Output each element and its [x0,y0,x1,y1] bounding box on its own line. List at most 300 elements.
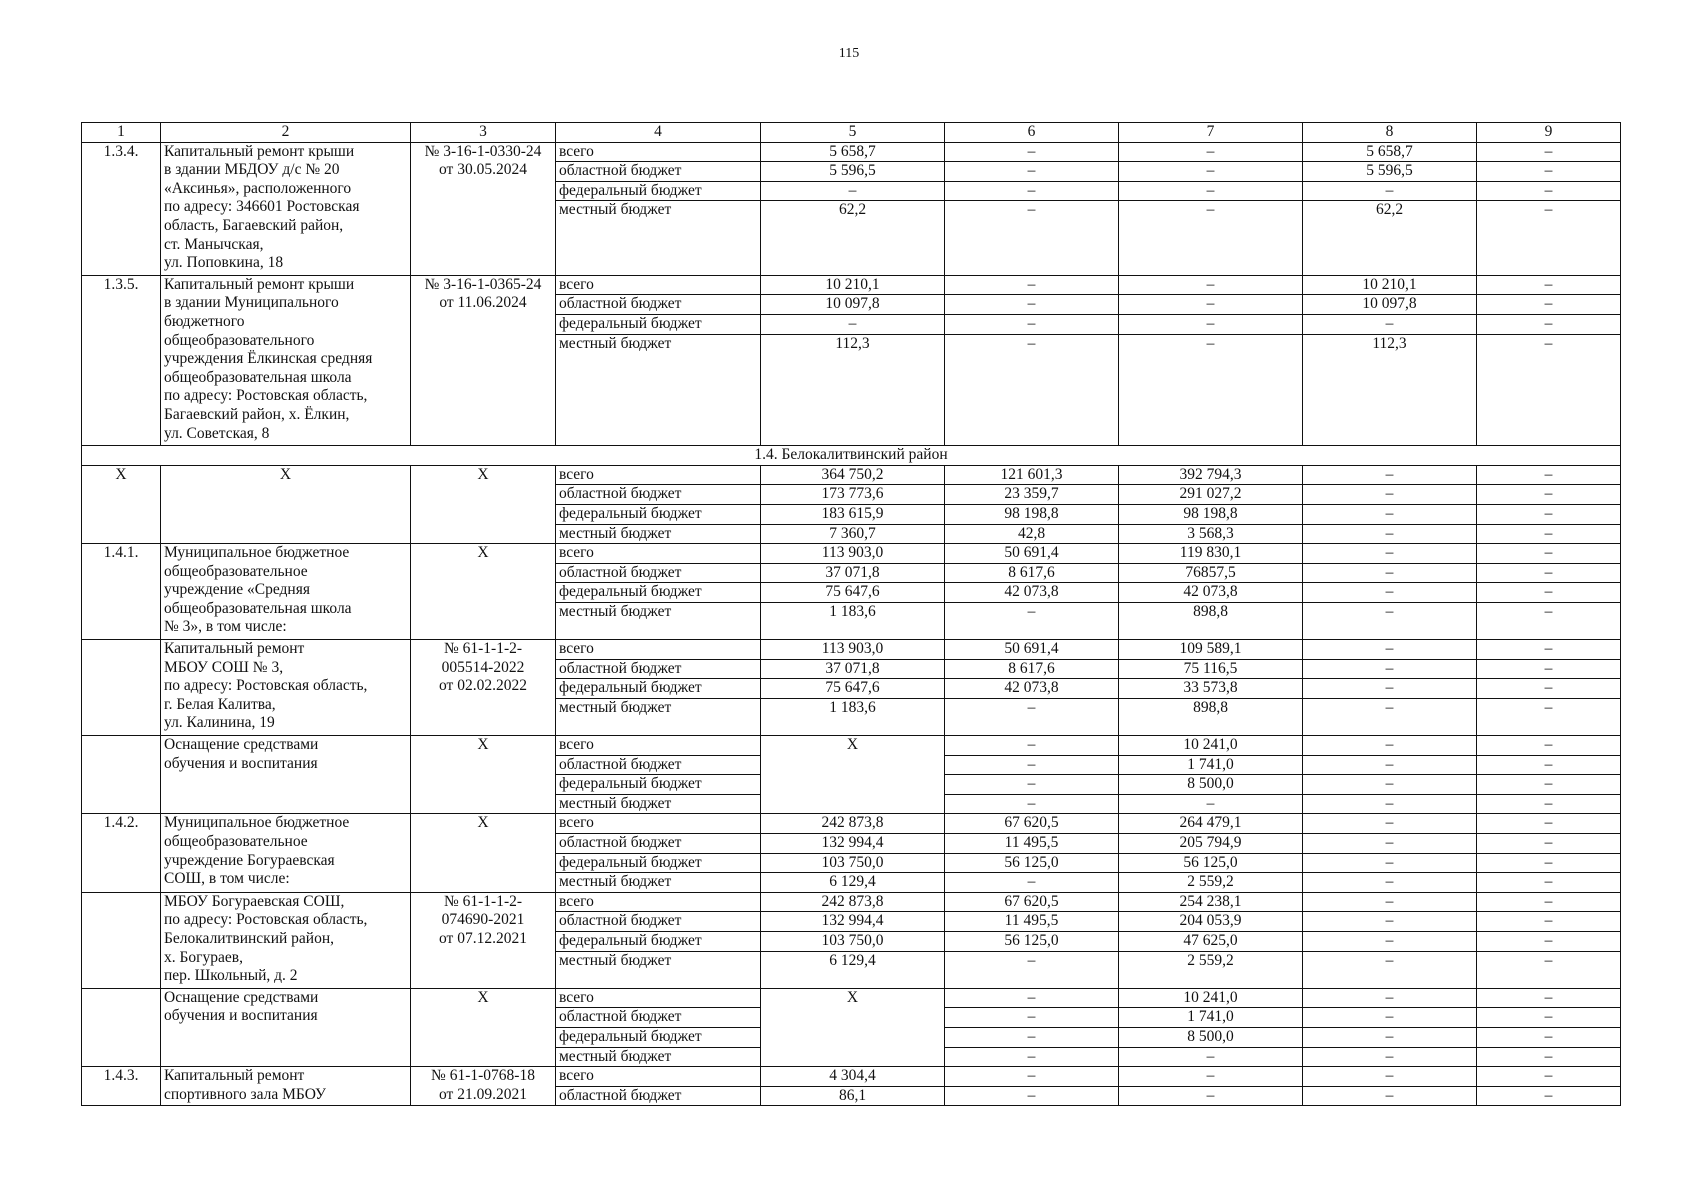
item-name-cell [161,814,411,892]
value-cell: 3 568,3 [1119,524,1303,544]
document-number-line: № 61-1-1-2- [443,640,523,658]
value-cell: – [1477,162,1621,182]
value-cell: – [1303,314,1477,334]
value-cell: 75 647,6 [761,583,945,603]
item-name-cell [161,988,411,1066]
item-name-line: Муниципальное бюджетное [164,544,350,562]
budget-type-label: всего [556,814,761,834]
item-code-cell [82,1067,161,1106]
document-number-cell [411,814,556,892]
value-cell: 5 658,7 [761,142,945,162]
item-name-line: обучения и воспитания [164,754,318,772]
document-number-cell [411,640,556,736]
item-name-line: г. Белая Калитва, [164,695,276,713]
value-cell: – [1477,892,1621,912]
value-cell: – [945,334,1119,446]
value-cell: 5 596,5 [761,162,945,182]
value-cell: – [1477,1067,1621,1087]
budget-type-label: федеральный бюджет [556,679,761,699]
value-cell: 132 994,4 [761,912,945,932]
value-cell: – [1303,659,1477,679]
document-number-line: от 11.06.2024 [439,294,527,312]
value-cell: – [1303,563,1477,583]
budget-type-label: областной бюджет [556,295,761,315]
item-code: 1.4.2. [103,814,139,832]
table-row [82,1067,1621,1087]
budget-type-label: областной бюджет [556,563,761,583]
item-name-cell [161,465,411,543]
value-cell: – [761,181,945,201]
value-cell: – [945,602,1119,639]
budget-type-label: всего [556,640,761,660]
value-cell: – [1477,1047,1621,1067]
item-name-line: общеобразовательная школа [164,599,352,617]
document-number-line: Х [477,814,489,832]
column-number-row [82,123,1621,143]
value-cell: – [945,295,1119,315]
item-name-line: СОШ, в том числе: [164,870,290,888]
budget-type-label: местный бюджет [556,951,761,988]
budget-type-label: федеральный бюджет [556,504,761,524]
value-cell: – [945,988,1119,1008]
document-number-cell [411,1067,556,1106]
value-cell: 50 691,4 [945,640,1119,660]
budget-type-label: всего [556,275,761,295]
value-cell: 75 647,6 [761,679,945,699]
budget-type-label: всего [556,544,761,564]
value-cell: – [1477,853,1621,873]
value-cell: – [945,162,1119,182]
value-cell: 33 573,8 [1119,679,1303,699]
value-cell: – [1303,1008,1477,1028]
value-cell: – [1477,201,1621,275]
value-cell: 254 238,1 [1119,892,1303,912]
item-code-cell [82,640,161,736]
item-name-cell [161,544,411,640]
value-cell: – [945,314,1119,334]
column-number-cell: 4 [556,123,761,143]
value-cell: – [1119,275,1303,295]
value-cell: – [1303,814,1477,834]
value-cell: – [1477,698,1621,735]
value-cell: 109 589,1 [1119,640,1303,660]
value-cell: 10 097,8 [761,295,945,315]
value-cell: 112,3 [1303,334,1477,446]
budget-type-label: федеральный бюджет [556,181,761,201]
value-cell: 103 750,0 [761,931,945,951]
value-cell: 10 241,0 [1119,988,1303,1008]
value-cell: 11 495,5 [945,912,1119,932]
value-cell: 4 304,4 [761,1067,945,1087]
value-cell: 8 500,0 [1119,775,1303,795]
item-name-line: спортивного зала МБОУ [164,1085,327,1103]
value-cell: – [1477,544,1621,564]
document-number-cell [411,275,556,445]
value-cell: – [1303,1027,1477,1047]
table-body [82,123,1621,1106]
value-cell: – [1477,794,1621,814]
value-cell: 42,8 [945,524,1119,544]
value-cell: – [1477,314,1621,334]
item-name-cell [161,640,411,736]
value-cell: 183 615,9 [761,504,945,524]
value-cell: – [1303,775,1477,795]
item-name-cell [161,275,411,445]
value-cell: – [945,736,1119,756]
value-cell-merged: Х [761,736,945,814]
value-cell: – [1477,1027,1621,1047]
item-name-line: Багаевский район, х. Ёлкин, [164,405,350,423]
value-cell: – [1303,736,1477,756]
value-cell: 6 129,4 [761,873,945,893]
value-cell: – [1303,679,1477,699]
value-cell: 98 198,8 [945,504,1119,524]
value-cell: 37 071,8 [761,659,945,679]
value-cell: 67 620,5 [945,814,1119,834]
value-cell: – [1119,1047,1303,1067]
value-cell: 112,3 [761,334,945,446]
value-cell: – [1477,659,1621,679]
item-name-line: Оснащение средствами [164,988,319,1006]
item-name-line: общеобразовательного [164,331,315,349]
value-cell: – [1303,504,1477,524]
table-row [82,640,1621,660]
value-cell: 56 125,0 [1119,853,1303,873]
value-cell: – [1303,892,1477,912]
table-row [82,892,1621,912]
value-cell: 75 116,5 [1119,659,1303,679]
item-name-line: Белокалитвинский район, [164,929,335,947]
document-number-cell [411,736,556,814]
value-cell: 5 658,7 [1303,142,1477,162]
value-cell: – [1477,736,1621,756]
value-cell: – [1477,775,1621,795]
item-name-line: ул. Советская, 8 [164,424,270,442]
value-cell: 173 773,6 [761,485,945,505]
budget-table [81,122,1621,1106]
document-number-line: 005514-2022 [441,658,525,676]
value-cell: 98 198,8 [1119,504,1303,524]
value-cell: – [1303,988,1477,1008]
item-code: 1.3.4. [103,142,139,160]
budget-type-label: федеральный бюджет [556,314,761,334]
value-cell: – [1477,951,1621,988]
value-cell: 898,8 [1119,698,1303,735]
item-name-line: Муниципальное бюджетное [164,814,350,832]
value-cell: – [1119,1067,1303,1087]
budget-type-label: местный бюджет [556,873,761,893]
value-cell: – [1119,142,1303,162]
value-cell: 56 125,0 [945,931,1119,951]
budget-type-label: всего [556,736,761,756]
value-cell: – [1303,853,1477,873]
item-name-line: пер. Школьный, д. 2 [164,967,298,985]
value-cell: 62,2 [1303,201,1477,275]
value-cell: – [1119,334,1303,446]
value-cell: 204 053,9 [1119,912,1303,932]
value-cell: – [945,951,1119,988]
value-cell: – [945,1047,1119,1067]
item-name-line: МБОУ Богураевская СОШ, [164,892,345,910]
value-cell: – [1477,295,1621,315]
value-cell: 76857,5 [1119,563,1303,583]
table-row [82,465,1621,485]
value-cell: 7 360,7 [761,524,945,544]
value-cell: 291 027,2 [1119,485,1303,505]
value-cell: 205 794,9 [1119,834,1303,854]
value-cell: 8 617,6 [945,659,1119,679]
document-number-cell [411,892,556,988]
document-number-cell [411,544,556,640]
value-cell: 113 903,0 [761,544,945,564]
value-cell: – [945,755,1119,775]
value-cell: 132 994,4 [761,834,945,854]
item-name-cell [161,736,411,814]
value-cell: 10 241,0 [1119,736,1303,756]
budget-type-label: местный бюджет [556,1047,761,1067]
item-code-cell [82,988,161,1066]
value-cell: 42 073,8 [945,583,1119,603]
item-name-line: по адресу: 346601 Ростовская [164,198,360,216]
budget-type-label: местный бюджет [556,201,761,275]
budget-type-label: федеральный бюджет [556,775,761,795]
table-row [82,814,1621,834]
value-cell: – [1303,640,1477,660]
column-number-cell: 7 [1119,123,1303,143]
value-cell: 47 625,0 [1119,931,1303,951]
value-cell: 8 500,0 [1119,1027,1303,1047]
value-cell: – [1119,162,1303,182]
item-name-line: по адресу: Ростовская область, [164,911,368,929]
value-cell: 56 125,0 [945,853,1119,873]
value-cell: – [1303,602,1477,639]
budget-type-label: областной бюджет [556,162,761,182]
item-name-line: учреждение Богураевская [164,851,335,869]
item-code: 1.4.1. [103,544,139,562]
item-name-line: Х [279,465,292,483]
value-cell: 392 794,3 [1119,465,1303,485]
value-cell: – [945,201,1119,275]
budget-type-label: всего [556,1067,761,1087]
document-number-line: от 30.05.2024 [439,161,527,179]
item-code-cell [82,142,161,275]
value-cell: 86,1 [761,1086,945,1106]
value-cell: 1 183,6 [761,602,945,639]
value-cell: – [1303,544,1477,564]
value-cell: – [1303,755,1477,775]
value-cell: 10 097,8 [1303,295,1477,315]
value-cell: 113 903,0 [761,640,945,660]
value-cell: 2 559,2 [1119,873,1303,893]
value-cell: – [1477,988,1621,1008]
value-cell: – [945,1086,1119,1106]
value-cell: – [1477,873,1621,893]
column-number-cell: 1 [82,123,161,143]
item-name-line: в здании Муниципального [164,294,339,312]
budget-type-label: областной бюджет [556,755,761,775]
value-cell: – [1303,1086,1477,1106]
budget-type-label: местный бюджет [556,698,761,735]
value-cell: – [1119,295,1303,315]
document-number-line: № 3-16-1-0330-24 [424,142,542,160]
document-number-line: от 02.02.2022 [439,677,527,695]
value-cell: – [1477,1008,1621,1028]
value-cell: – [1303,583,1477,603]
value-cell: – [1477,1086,1621,1106]
item-name-line: ул. Калинина, 19 [164,714,275,732]
item-name-line: по адресу: Ростовская область, [164,677,368,695]
value-cell: 242 873,8 [761,892,945,912]
value-cell: 8 617,6 [945,563,1119,583]
document-number-line: № 3-16-1-0365-24 [424,275,542,293]
value-cell: – [1477,755,1621,775]
value-cell: – [761,314,945,334]
value-cell: 119 830,1 [1119,544,1303,564]
item-name-line: по адресу: Ростовская область, [164,387,368,405]
value-cell: – [945,275,1119,295]
document-number-line: 074690-2021 [441,911,525,929]
value-cell: – [945,794,1119,814]
item-code-cell [82,892,161,988]
item-name-line: учреждения Ёлкинская средняя [164,350,373,368]
item-name-line: Капитальный ремонт [164,1067,305,1085]
value-cell: – [1477,834,1621,854]
value-cell: 364 750,2 [761,465,945,485]
budget-type-label: областной бюджет [556,1086,761,1106]
value-cell: 121 601,3 [945,465,1119,485]
item-name-line: учреждение «Средняя [164,581,310,599]
value-cell: 10 210,1 [1303,275,1477,295]
value-cell: – [945,1067,1119,1087]
budget-type-label: всего [556,988,761,1008]
value-cell: – [1303,873,1477,893]
value-cell: 5 596,5 [1303,162,1477,182]
document-number-line: от 21.09.2021 [439,1085,527,1103]
value-cell: – [945,1008,1119,1028]
document-number-cell [411,988,556,1066]
column-number-cell: 5 [761,123,945,143]
item-name-line: общеобразовательная школа [164,368,352,386]
item-name-line: «Аксинья», расположенного [164,179,352,197]
value-cell: – [1477,524,1621,544]
item-code-cell [82,275,161,445]
value-cell: 10 210,1 [761,275,945,295]
value-cell: – [1303,524,1477,544]
document-number-line: Х [477,544,489,562]
item-code: 1.3.5. [103,275,139,293]
section-row [82,446,1621,466]
budget-type-label: федеральный бюджет [556,853,761,873]
value-cell: – [1477,640,1621,660]
value-cell: – [1477,814,1621,834]
item-code-cell [82,465,161,543]
value-cell: – [1303,794,1477,814]
item-code: 1.4.3. [103,1067,139,1085]
item-name-line: МБОУ СОШ № 3, [164,658,284,676]
value-cell: – [1119,201,1303,275]
document-number-line: от 07.12.2021 [439,929,527,947]
value-cell: 103 750,0 [761,853,945,873]
value-cell: 42 073,8 [945,679,1119,699]
value-cell: – [945,181,1119,201]
value-cell: – [1477,181,1621,201]
item-code-cell [82,736,161,814]
value-cell: 1 183,6 [761,698,945,735]
item-name-line: Капитальный ремонт крыши [164,142,355,160]
document-number-line: № 61-1-0768-18 [431,1067,535,1085]
item-name-line: в здании МБДОУ д/с № 20 [164,161,340,179]
value-cell: 62,2 [761,201,945,275]
document-number-cell [411,465,556,543]
value-cell: – [1119,181,1303,201]
item-name-line: область, Багаевский район, [164,216,344,234]
budget-type-label: местный бюджет [556,602,761,639]
value-cell: – [945,698,1119,735]
column-number-cell: 8 [1303,123,1477,143]
value-cell: – [1303,931,1477,951]
value-cell: – [1303,1067,1477,1087]
item-name-line: ст. Манычская, [164,235,264,253]
value-cell: – [1303,912,1477,932]
document-number-line: Х [477,988,489,1006]
table-row [82,988,1621,1008]
item-name-line: бюджетного [164,312,245,330]
budget-type-label: всего [556,892,761,912]
document-number-line: Х [477,736,489,754]
value-cell: – [1303,1047,1477,1067]
document-number-cell [411,142,556,275]
item-name-line: № 3», в том числе: [164,618,287,636]
value-cell: – [1477,465,1621,485]
budget-type-label: областной бюджет [556,1008,761,1028]
value-cell: 2 559,2 [1119,951,1303,988]
value-cell: 1 741,0 [1119,1008,1303,1028]
value-cell: – [1477,583,1621,603]
value-cell: – [1303,951,1477,988]
value-cell: – [945,142,1119,162]
budget-type-label: областной бюджет [556,834,761,854]
value-cell: – [1477,912,1621,932]
value-cell: 23 359,7 [945,485,1119,505]
item-name-line: обучения и воспитания [164,1007,318,1025]
value-cell: 37 071,8 [761,563,945,583]
item-name-cell [161,142,411,275]
value-cell: 898,8 [1119,602,1303,639]
budget-type-label: областной бюджет [556,912,761,932]
item-name-cell [161,892,411,988]
budget-type-label: местный бюджет [556,794,761,814]
value-cell: – [1303,181,1477,201]
value-cell: 242 873,8 [761,814,945,834]
value-cell: – [1119,1086,1303,1106]
item-name-line: Капитальный ремонт [164,640,305,658]
value-cell: – [945,1027,1119,1047]
item-name-line: х. Богураев, [164,948,243,966]
budget-type-label: местный бюджет [556,524,761,544]
page-number: 115 [838,46,860,61]
value-cell: 6 129,4 [761,951,945,988]
table-row [82,142,1621,162]
item-name-line: Оснащение средствами [164,736,319,754]
column-number-cell: 3 [411,123,556,143]
value-cell: – [1477,931,1621,951]
value-cell: – [1303,698,1477,735]
budget-type-label: федеральный бюджет [556,931,761,951]
table-row [82,275,1621,295]
value-cell: – [1477,334,1621,446]
column-number-cell: 9 [1477,123,1621,143]
value-cell-merged: Х [761,988,945,1066]
